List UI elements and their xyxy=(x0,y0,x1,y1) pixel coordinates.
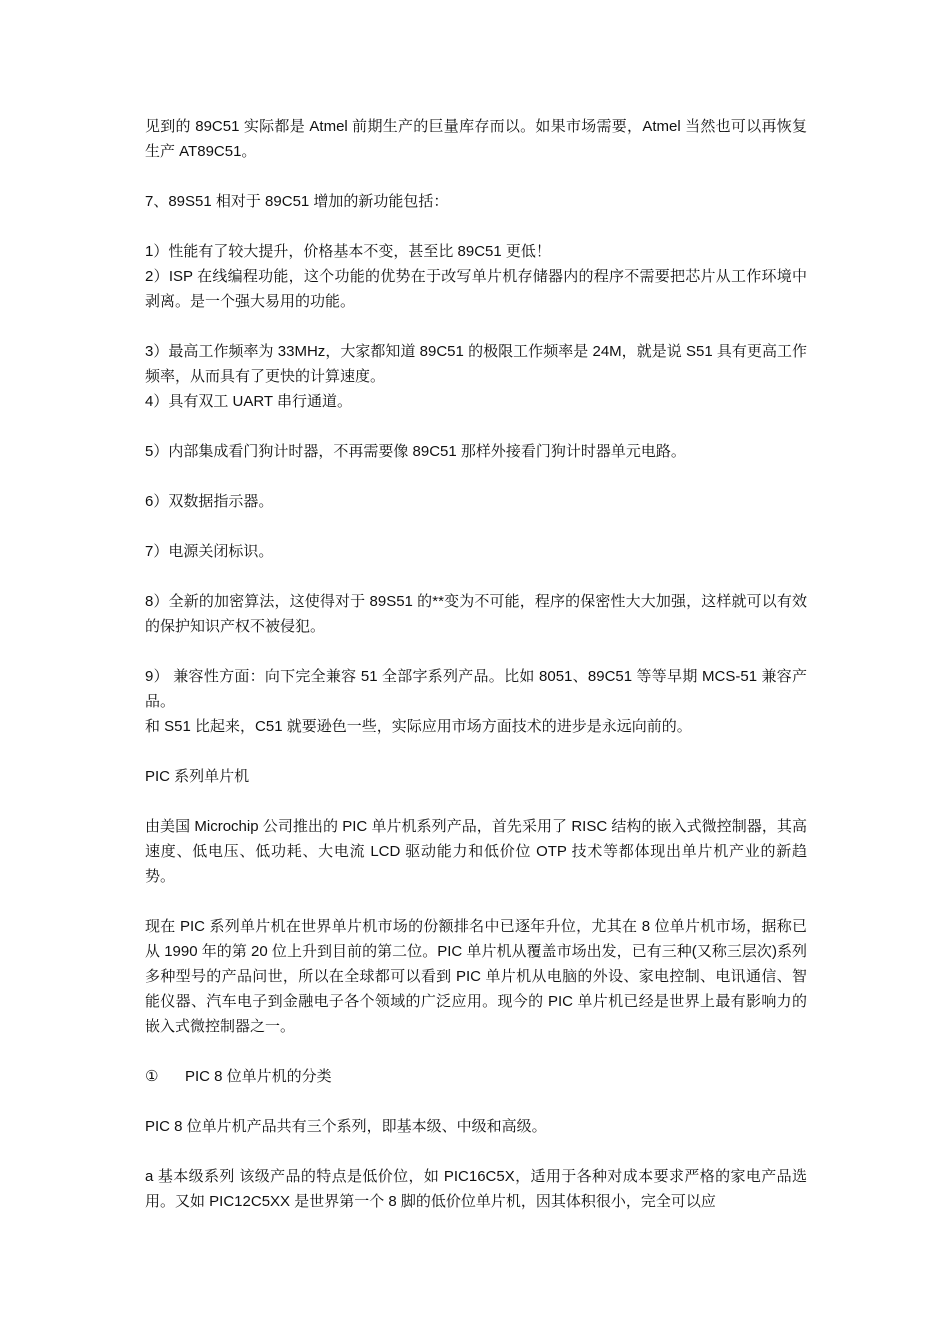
list-item: 5）内部集成看门狗计时器，不再需要像 89C51 那样外接看门狗计时器单元电路。 xyxy=(145,443,686,460)
list-item: 7）电源关闭标识。 xyxy=(145,543,274,560)
list-item: 3）最高工作频率为 33MHz，大家都知道 89C51 的极限工作频率是 24M，就是说 S51 具有更高工作频率，从而具有了更快的计算速度。 xyxy=(145,343,807,385)
paragraph: a 基本级系列 该级产品的特点是低价位，如 PIC16C5X，适用于各种对成本要求严格的家电产品选用。又如 PIC12C5XX 是世界第一个 8 脚的低价位单片机，因其体积很小，完全可以应 xyxy=(145,1168,807,1210)
paragraph: 见到的 89C51 实际都是 Atmel 前期生产的巨量库存而以。如果市场需要，Atmel 当然也可以再恢复生产 AT89C51。 xyxy=(145,118,807,160)
list-item: 6）双数据指示器。 xyxy=(145,493,274,510)
list-item: 2）ISP 在线编程功能，这个功能的优势在于改写单片机存储器内的程序不需要把芯片从工作环境中剥离。是一个强大易用的功能。 xyxy=(145,268,807,310)
subsection-title: PIC 8 位单片机的分类 xyxy=(185,1068,332,1085)
list-item: 1）性能有了较大提升，价格基本不变，甚至比 89C51 更低！ xyxy=(145,243,551,260)
paragraph: 现在 PIC 系列单片机在世界单片机市场的份额排名中已逐年升位，尤其在 8 位单片机市场，据称已从 1990 年的第 20 位上升到目前的第二位。PIC 单片机从覆盖市场出发，已有三种(又称三层次)系列多种型号的产品问世，所以在全球都可以看到 PIC 单片机从电脑的外设、家电控制、电讯通信、智能仪器、汽车电子到金融电子各个领域的广泛应用。现今的 PIC 单片机已经是世界上最有影响力的嵌入式微控制器之一。 xyxy=(145,918,807,1035)
paragraph: PIC 8 位单片机产品共有三个系列，即基本级、中级和高级。 xyxy=(145,1118,547,1135)
document-body xyxy=(145,114,807,1214)
paragraph: 由美国 Microchip 公司推出的 PIC 单片机系列产品，首先采用了 RISC 结构的嵌入式微控制器，其高速度、低电压、低功耗、大电流 LCD 驱动能力和低价位 OTP 技术等都体现出单片机产业的新趋势。 xyxy=(145,818,807,885)
list-heading: 7、89S51 相对于 89C51 增加的新功能包括： xyxy=(145,193,449,210)
circled-number: ① xyxy=(145,1068,159,1085)
list-item: 8）全新的加密算法，这使得对于 89S51 的**变为不可能，程序的保密性大大加强，这样就可以有效的保护知识产权不被侵犯。 xyxy=(145,593,807,635)
subsection-heading xyxy=(145,1064,807,1089)
paragraph: 和 S51 比起来，C51 就要逊色一些，实际应用市场方面技术的进步是永远向前的。 xyxy=(145,718,692,735)
section-heading: PIC 系列单片机 xyxy=(145,768,250,785)
list-item: 9） 兼容性方面：向下完全兼容 51 全部字系列产品。比如 8051、89C51 等等早期 MCS-51 兼容产品。 xyxy=(145,668,807,710)
list-item: 4）具有双工 UART 串行通道。 xyxy=(145,393,352,410)
